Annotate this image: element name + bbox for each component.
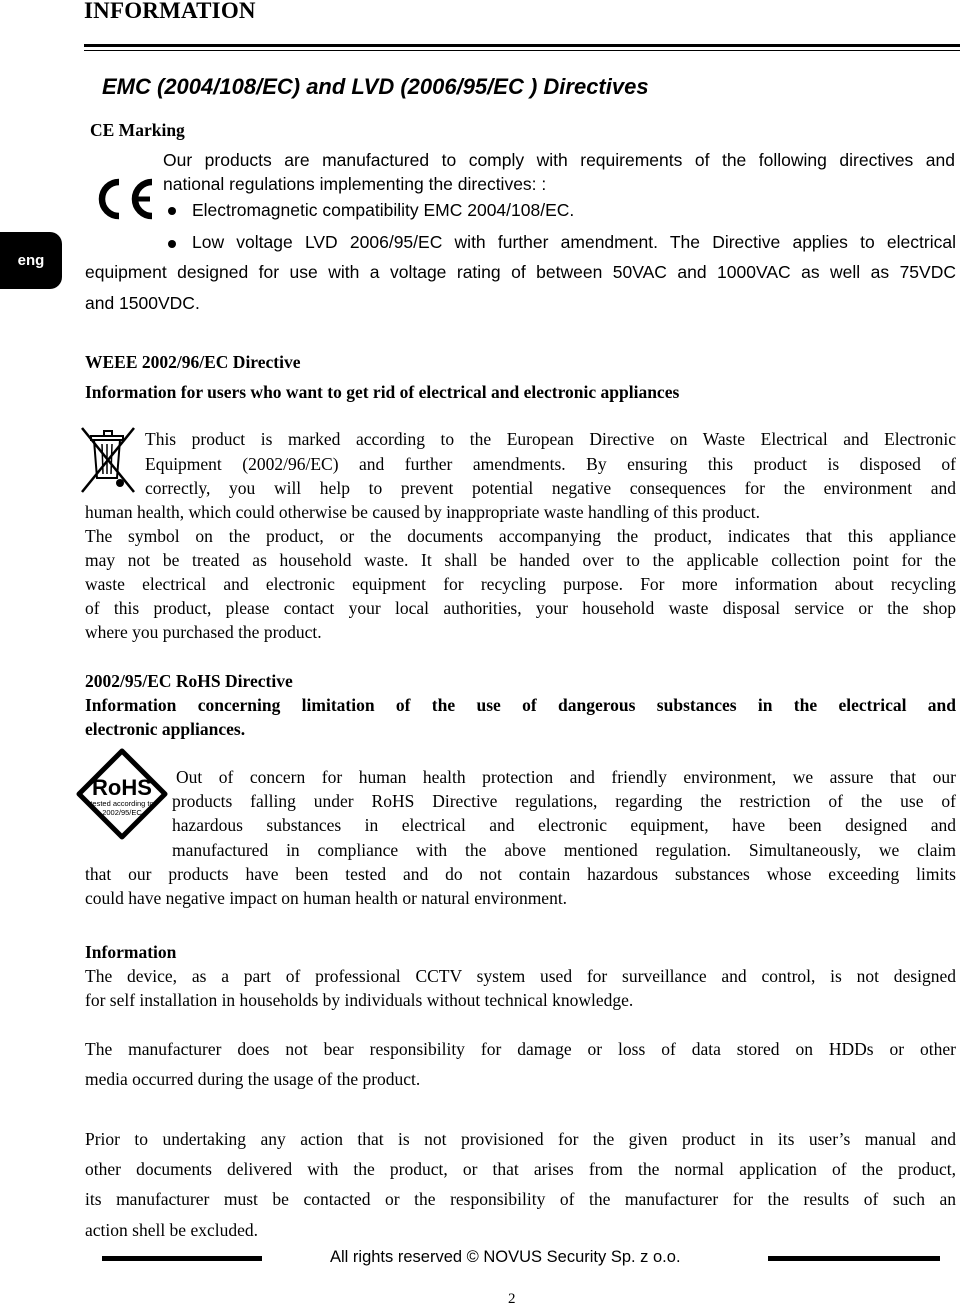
bullet-icon <box>168 240 176 248</box>
prior-action-text-line: other documents delivered with the product, or that arises from the normal application of the product, <box>85 1159 956 1179</box>
ce-text-line: Our products are manufactured to comply with requirements of the following directives and <box>163 150 955 170</box>
information-heading: Information <box>85 942 177 962</box>
weee-text-line: Equipment (2002/96/EC) and further amendments. By ensuring this product is disposed of <box>145 454 956 474</box>
footer-copyright: All rights reserved © NOVUS Security Sp. z o.o. <box>330 1248 681 1266</box>
weee-text-line: of this product, please contact your local authorities, your household waste disposal service or the shop <box>85 598 956 618</box>
weee-heading: WEEE 2002/96/EC Directive <box>85 352 301 372</box>
rohs-logo-line2: 2002/95/EC <box>102 808 142 817</box>
ce-mark-logo <box>92 176 156 222</box>
rohs-text-line: could have negative impact on human health or natural environment. <box>85 888 568 908</box>
rohs-subheading: Information concerning limitation of the use of dangerous substances in the electrical and <box>85 695 956 715</box>
rohs-text-line: products falling under RoHS Directive regulations, regarding the restriction of the use of <box>172 791 956 811</box>
weee-text-line: may not be treated as household waste. It shall be handed over to the applicable collection point for the <box>85 550 956 570</box>
crossed-out-wheelie-bin-icon <box>76 424 140 496</box>
weee-text-line: human health, which could otherwise be caused by inappropriate waste handling of this product. <box>85 502 761 522</box>
bullet-icon <box>168 207 176 215</box>
weee-text-line: This product is marked according to the European Directive on Waste Electrical and Electronic <box>145 429 956 449</box>
page-number: 2 <box>508 1291 516 1307</box>
header-rule-thin <box>84 50 960 51</box>
prior-action-text-line: action shell be excluded. <box>85 1220 258 1240</box>
header-rule <box>84 44 960 47</box>
weee-text-line: waste electrical and electronic equipment for recycling purpose. For more information about recycling <box>85 574 956 594</box>
weee-subheading: Information for users who want to get rid of electrical and electronic appliances <box>85 382 680 402</box>
information-text-line: for self installation in households by individuals without technical knowledge. <box>85 990 634 1010</box>
ce-continuation-line: equipment designed for use with a voltage rating of between 50VAC and 1000VAC as well as 75VDC <box>85 262 956 282</box>
directives-title: EMC (2004/108/EC) and LVD (2006/95/EC ) Directives <box>102 74 649 99</box>
ce-bullet-item: Low voltage LVD 2006/95/EC with further amendment. The Directive applies to electrical <box>192 232 956 252</box>
language-tab-label: eng <box>17 252 45 269</box>
footer-rule <box>768 1256 940 1261</box>
responsibility-text-line: The manufacturer does not bear responsibility for damage or loss of data stored on HDDs or other <box>85 1039 956 1059</box>
rohs-badge-icon <box>76 748 168 840</box>
page-header-title: INFORMATION <box>84 0 256 23</box>
rohs-heading: 2002/95/EC RoHS Directive <box>85 671 293 691</box>
responsibility-text-line: media occurred during the usage of the product. <box>85 1069 421 1089</box>
rohs-text-line: manufactured in compliance with the above mentioned regulation. Simultaneously, we claim <box>172 840 956 860</box>
rohs-text-line: Out of concern for human health protection and friendly environment, we assure that our <box>176 767 956 787</box>
ce-continuation-line: and 1500VDC. <box>85 293 200 313</box>
ce-mark-icon <box>92 176 156 222</box>
ce-marking-heading: CE Marking <box>90 120 185 140</box>
rohs-logo <box>76 748 168 840</box>
rohs-text-line: hazardous substances in electrical and electronic equipment, have been designed and <box>172 815 956 835</box>
ce-text-line: national regulations implementing the directives: : <box>163 174 547 194</box>
language-tab <box>0 232 62 289</box>
weee-text-line: The symbol on the product, or the documents accompanying the product, indicates that this appliance <box>85 526 956 546</box>
rohs-logo-line1: tested according to <box>90 799 154 808</box>
ce-bullet-item: Electromagnetic compatibility EMC 2004/108/EC. <box>192 200 575 220</box>
rohs-subheading: electronic appliances. <box>85 719 246 739</box>
weee-bin-logo <box>76 424 140 496</box>
weee-text-line: correctly, you will help to prevent potential negative consequences for the environment and <box>145 478 956 498</box>
weee-text-line: where you purchased the product. <box>85 622 322 642</box>
information-text-line: The device, as a part of professional CCTV system used for surveillance and control, is not designed <box>85 966 956 986</box>
prior-action-text-line: Prior to undertaking any action that is not provisioned for the given product in its user’s manual and <box>85 1129 956 1149</box>
rohs-logo-title: RoHS <box>92 775 152 800</box>
prior-action-text-line: its manufacturer must be contacted or the responsibility of the manufacturer for the results of such an <box>85 1189 956 1209</box>
rohs-text-line: that our products have been tested and do not contain hazardous substances whose exceeding limits <box>85 864 956 884</box>
footer-rule <box>102 1256 262 1261</box>
